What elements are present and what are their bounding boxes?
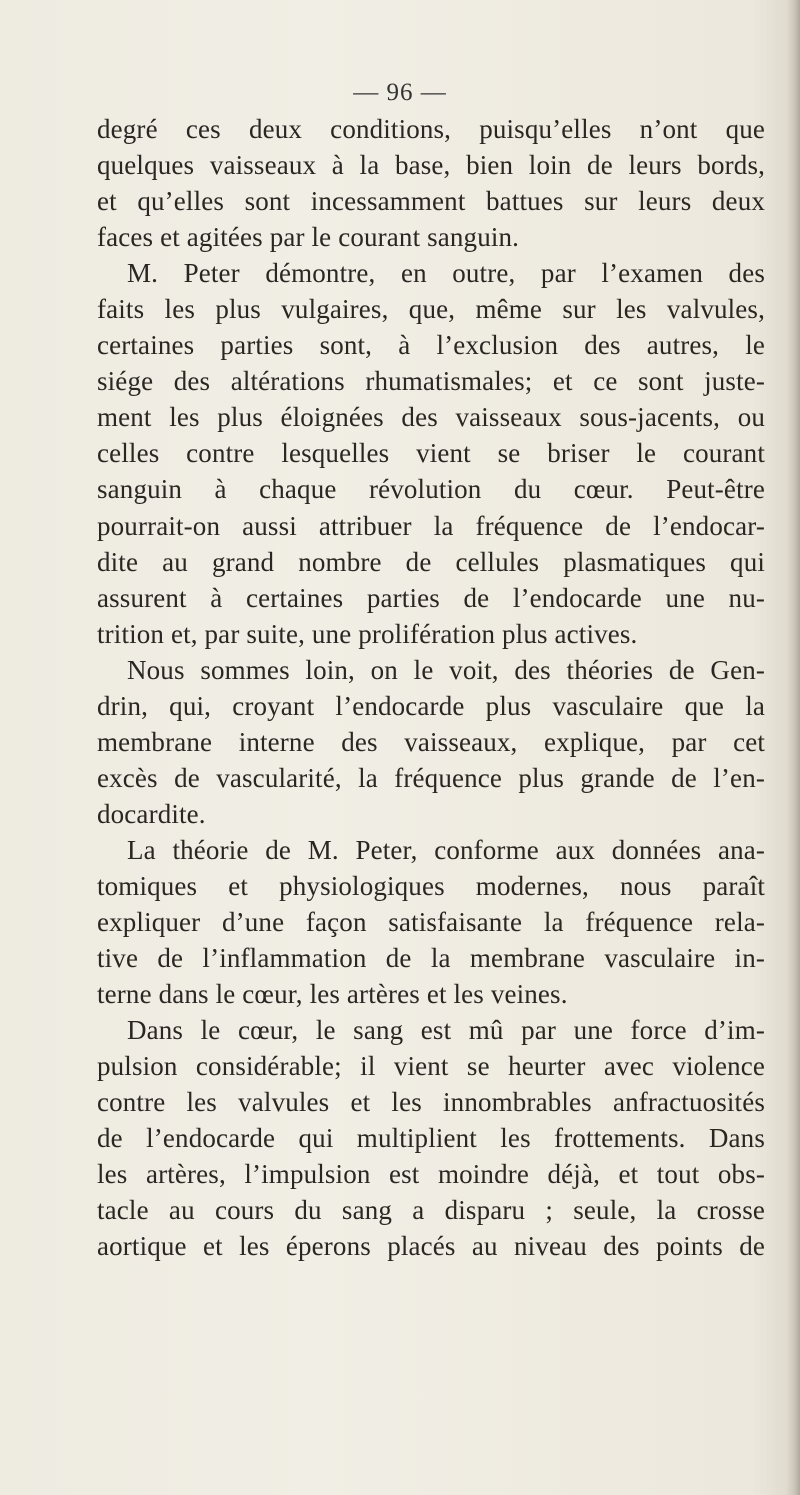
- text-line: M. Peter démontre, en outre, par l’examen des: [127, 258, 765, 289]
- text-line: et qu’elles sont incessamment battues sur leurs deux: [97, 186, 765, 217]
- body-text: [97, 111, 765, 1265]
- text-line: terne dans le cœur, les artères et les veines.: [97, 979, 568, 1010]
- text-line: faces et agitées par le courant sanguin.: [97, 222, 520, 253]
- text-line: faits les plus vulgaires, que, même sur les valvules,: [97, 294, 765, 325]
- text-line: pourrait-on aussi attribuer la fréquence de l’endocar-: [97, 510, 765, 541]
- page-edge-shadow: [786, 0, 800, 1495]
- text-line: Nous sommes loin, on le voit, des théories de Gen-: [127, 654, 765, 685]
- text-line: certaines parties sont, à l’exclusion des autres, le: [97, 330, 765, 361]
- text-line: contre les valvules et les innombrables anfractuosités: [97, 1087, 765, 1118]
- text-line: sanguin à chaque révolution du cœur. Peut-être: [97, 474, 765, 505]
- text-line: ment les plus éloignées des vaisseaux sous-jacents, ou: [97, 402, 765, 433]
- text-line: celles contre lesquelles vient se briser le courant: [97, 438, 765, 469]
- text-line: degré ces deux conditions, puisqu’elles n’ont que: [97, 114, 765, 144]
- text-line: excès de vascularité, la fréquence plus grande de l’en-: [97, 762, 765, 793]
- text-line: siége des altérations rhumatismales; et ce sont juste-: [97, 366, 765, 397]
- page-number: — 96 —: [353, 79, 447, 106]
- text-line: membrane interne des vaisseaux, explique, par cet: [97, 726, 765, 757]
- text-line: tomiques et physiologiques modernes, nous paraît: [97, 870, 765, 901]
- text-line: drin, qui, croyant l’endocarde plus vasculaire que la: [97, 690, 765, 721]
- text-line: quelques vaisseaux à la base, bien loin de leurs bords,: [97, 150, 765, 181]
- text-line: tacle au cours du sang a disparu ; seule, la crosse: [97, 1195, 765, 1226]
- text-line: les artères, l’impulsion est moindre déjà, et tout obs-: [97, 1159, 765, 1190]
- text-line: dite au grand nombre de cellules plasmatiques qui: [97, 546, 765, 577]
- text-line: pulsion considérable; il vient se heurter avec violence: [97, 1051, 765, 1082]
- text-line: de l’endocarde qui multiplient les frottements. Dans: [97, 1123, 765, 1154]
- text-line: Dans le cœur, le sang est mû par une force d’im-: [127, 1015, 765, 1046]
- text-line: expliquer d’une façon satisfaisante la fréquence rela-: [97, 907, 765, 938]
- text-line: tive de l’inflammation de la membrane vasculaire in-: [97, 943, 765, 974]
- text-line: docardite.: [97, 798, 206, 829]
- text-line: trition et, par suite, une prolifération plus actives.: [97, 618, 638, 649]
- text-line: aortique et les éperons placés au niveau des points de: [97, 1231, 765, 1262]
- text-line: assurent à certaines parties de l’endocarde une nu-: [97, 582, 765, 613]
- text-line: La théorie de M. Peter, conforme aux données ana-: [127, 834, 765, 865]
